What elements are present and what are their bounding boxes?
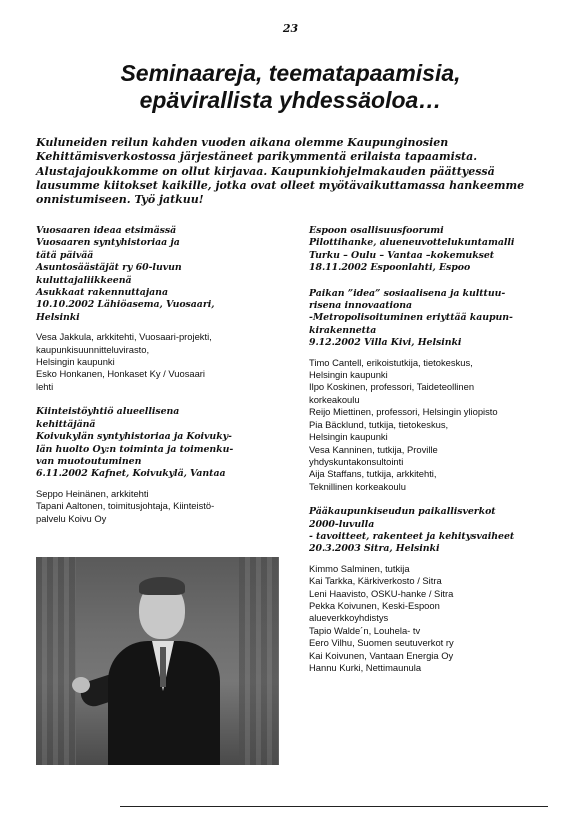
event-title: Vuosaaren ideaa etsimässä Vuosaaren syntyhistoriaa ja tätä päivää Asuntosäästäjät ry 60-luvun kuluttajaliikkeenä Asukkaat rakennuttajana 10.10.2002 Lähiöasema, Vuosaari, Helsinki bbox=[36, 225, 215, 323]
event-speakers: Kimmo Salminen, tutkija Kai Tarkka, Kärkiverkosto / Sitra Leni Haavisto, OSKU-hanke / Sitra Pekka Koivunen, Keski-Espoon alueverkkoyhdistys Tapio Walde´n, Louhela- tv Eero Vilhu, Suomen seutuverkot ry Kai Koivunen, Vantaan Energia Oy Hannu Kurki, Nettimaunula bbox=[309, 562, 454, 673]
event-title: Pääkaupunkiseudun paikallisverkot 2000-luvulla - tavoitteet, rakenteet ja kehitysvaiheet 20.3.2003 Sitra, Helsinki bbox=[309, 506, 515, 555]
event-speakers: Seppo Heinänen, arkkitehti Tapani Aaltonen, toimitusjohtaja, Kiinteistö- palvelu Koivu Oy bbox=[36, 487, 215, 524]
event-villa-kivi bbox=[309, 288, 563, 494]
page-title bbox=[20, 60, 561, 114]
page-title-line-2: epävirallista yhdessäoloa… bbox=[139, 87, 442, 113]
event-title: Espoon osallisuusfoorumi Pilottihanke, alueneuvottelukuntamalli Turku – Oulu – Vantaa –kokemukset 18.11.2002 Espoonlahti, Espoo bbox=[309, 225, 515, 274]
intro-paragraph: Kuluneiden reilun kahden vuoden aikana olemme Kaupunginosien Kehittämisverkostossa järjestäneet parikymmentä erilaista tapaamista. Alustajajoukkomme on ollut kirjavaa. Kaupunkiohjelmakauden päättyessä lausumme kiitokset kaikille, jotka ovat olleet myötävaikuttamassa hankeemme onnistumiseen. Työ jatkuu! bbox=[36, 136, 525, 207]
event-title: Paikan ”idea” sosiaalisena ja kulttuu- risena innovaationa -Metropolisoituminen eriyttää kaupun- kirakennetta 9.12.2002 Villa Kivi, Helsinki bbox=[309, 287, 513, 349]
event-speakers: Vesa Jakkula, arkkitehti, Vuosaari-projekti, kaupunkisuunnitteluvirasto, Helsingin kaupunki Esko Honkanen, Honkaset Ky / Vuosaari lehti bbox=[36, 331, 212, 392]
photo-person-hair bbox=[139, 577, 185, 595]
photo-curtain-left bbox=[36, 557, 76, 765]
photo-person-tie bbox=[160, 647, 166, 687]
photo-person-hand bbox=[72, 677, 90, 693]
page-number: 23 bbox=[282, 22, 299, 35]
event-koivukyla bbox=[36, 406, 288, 525]
event-sitra bbox=[309, 506, 563, 674]
photo-curtain-right bbox=[239, 557, 279, 765]
page-title-line-1: Seminaareja, teematapaamisia, bbox=[120, 60, 461, 86]
event-espoo-forum bbox=[309, 225, 563, 275]
event-speakers: Timo Cantell, erikoistutkija, tietokeskus, Helsingin kaupunki Ilpo Koskinen, professori, Taideteollinen korkeakoulu Reijo Miettinen, professori, Helsingin yliopisto Pia Bäcklund, tutkija, tietokeskus, Helsingin kaupunki Vesa Kanninen, tutkija, Proville yhdyskuntakonsultointi Aija Staffans, tutkija, arkkitehti, Teknillinen korkeakoulu bbox=[309, 356, 498, 492]
left-column bbox=[36, 225, 288, 538]
event-title: Kiinteistöyhtiö alueellisena kehittäjänä Koivukylän syntyhistoriaa ja Koivuky- län huolto Oy:n toiminta ja toimenku- van muotoutuminen 6.11.2002 Kafnet, Koivukylä, Vantaa bbox=[36, 406, 234, 480]
footer-rule bbox=[120, 806, 548, 807]
right-column bbox=[309, 225, 563, 687]
event-vuosaari bbox=[36, 225, 288, 393]
speaker-photo bbox=[36, 557, 279, 765]
